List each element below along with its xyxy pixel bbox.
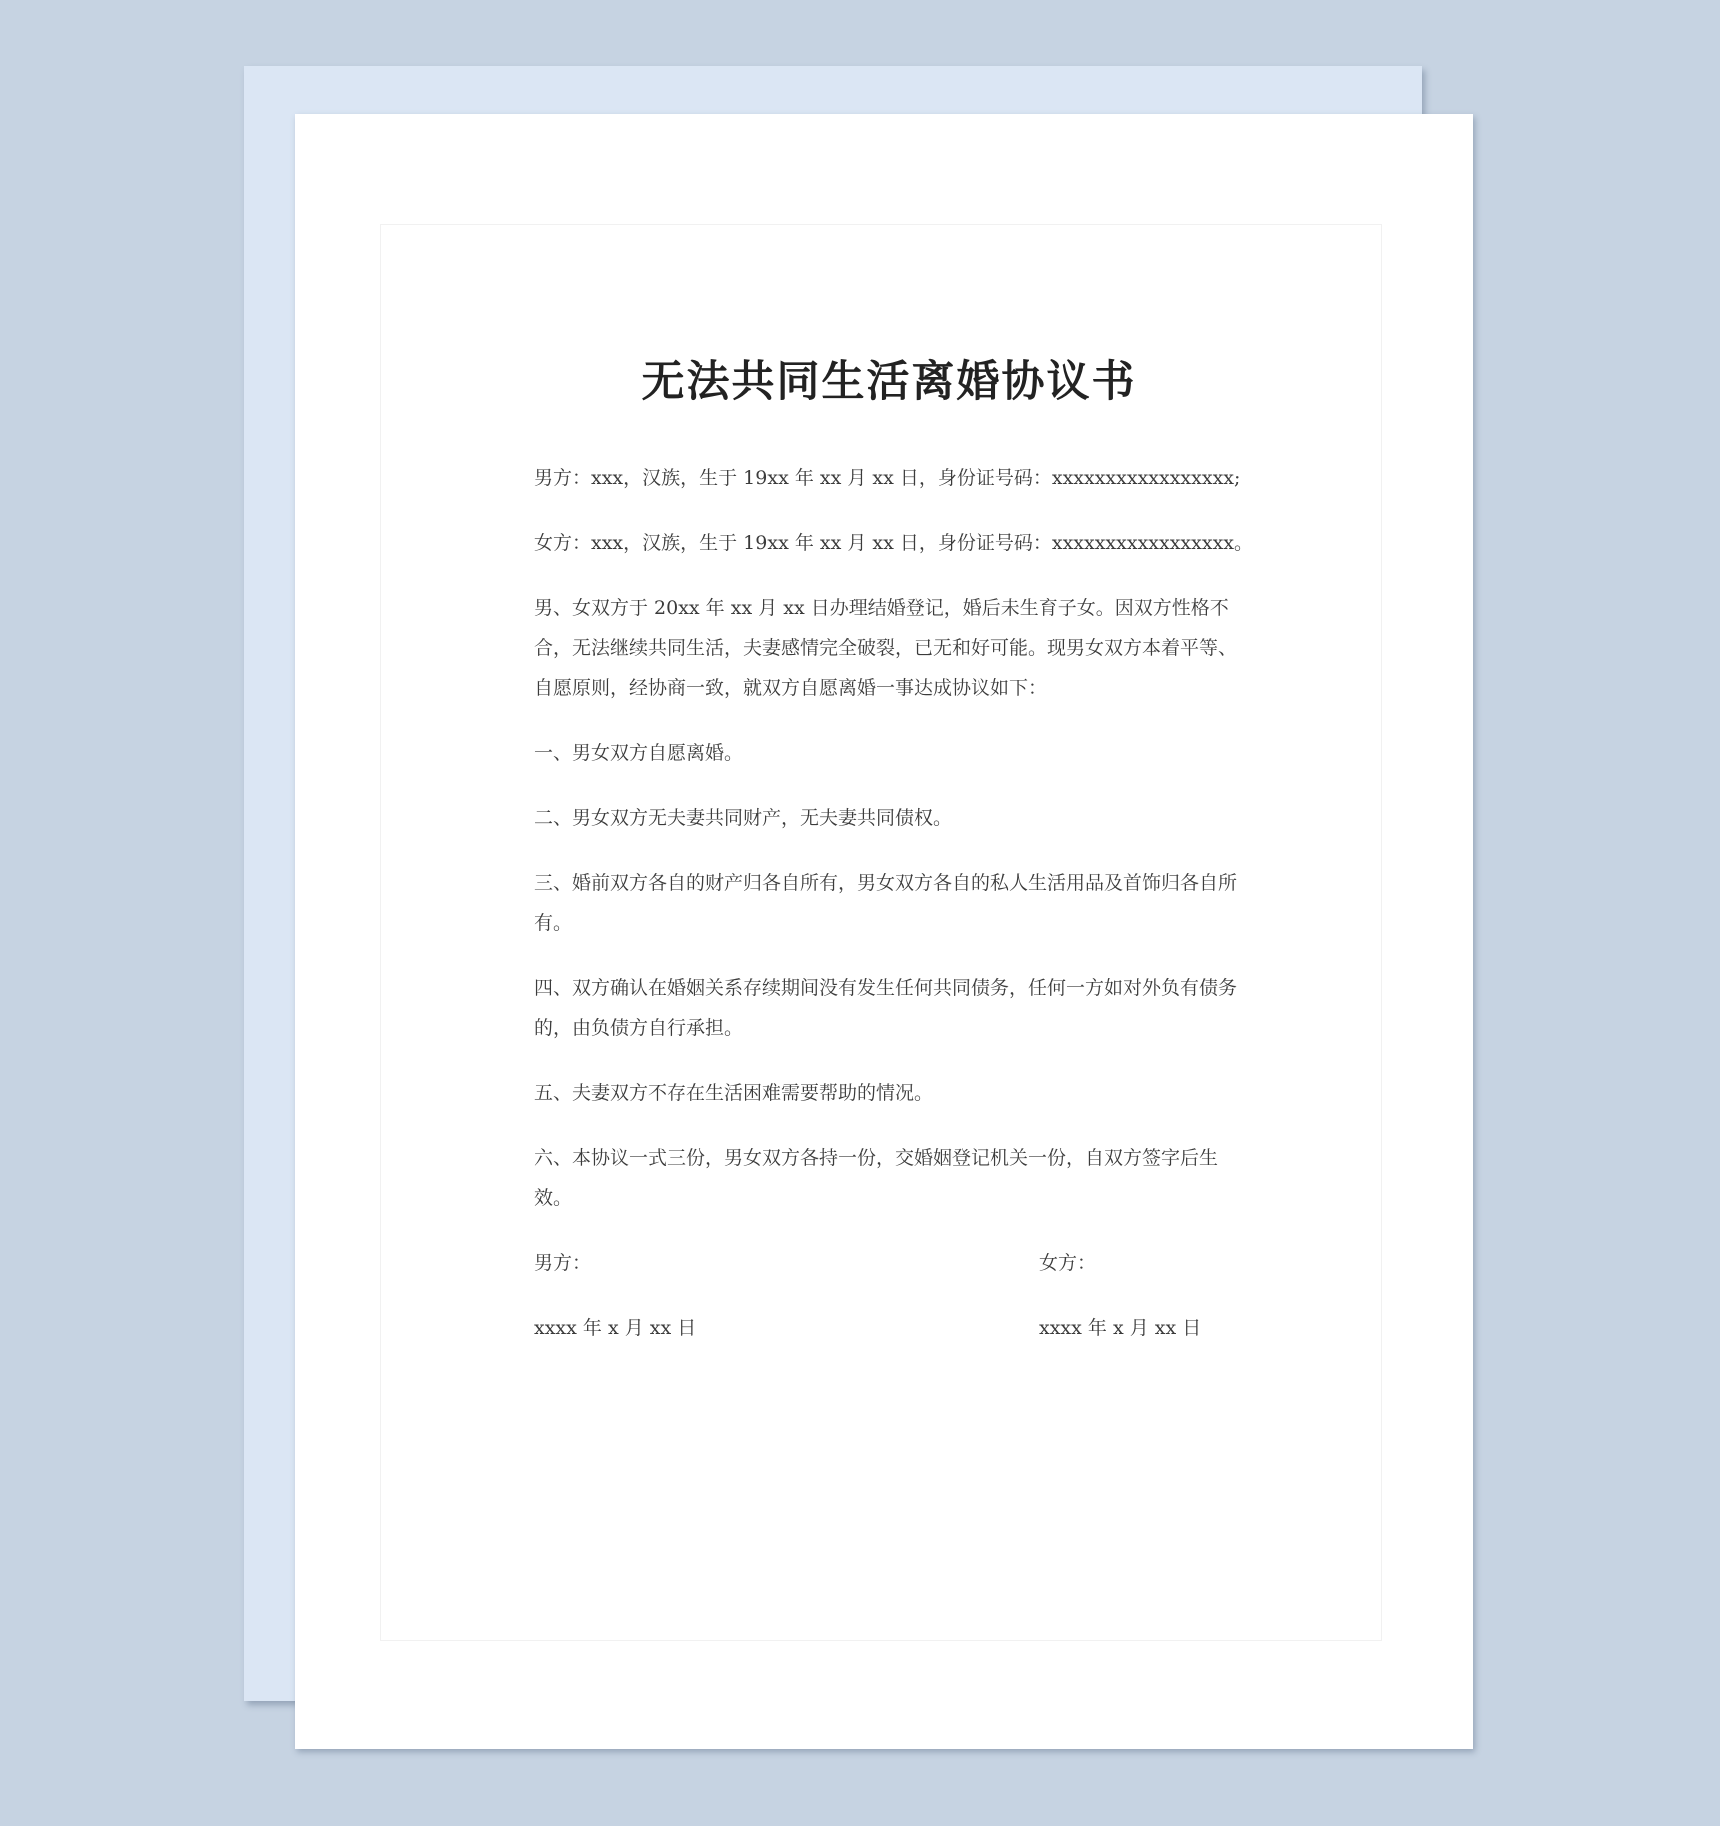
agreement-preamble: 男、女双方于 20xx 年 xx 月 xx 日办理结婚登记，婚后未生育子女。因双方性格不合，无法继续共同生活，夫妻感情完全破裂，已无和好可能。现男女双方本着平等、自愿原则，经协商一致，就双方自愿离婚一事达成协议如下： (534, 597, 1238, 699)
clause-6: 六、本协议一式三份，男女双方各持一份，交婚姻登记机关一份，自双方签字后生效。 (534, 1147, 1219, 1209)
female-signature-date: xxxx 年 x 月 xx 日 (1039, 1317, 1202, 1339)
signature-date-row (534, 1308, 1254, 1348)
clause-1: 一、男女双方自愿离婚。 (534, 742, 744, 764)
clause-3: 三、婚前双方各自的财产归各自所有，男女双方各自的私人生活用品及首饰归各自所有。 (534, 872, 1238, 934)
female-signature-label: 女方： (1039, 1252, 1097, 1274)
male-party-info: 男方：xxx，汉族，生于 19xx 年 xx 月 xx 日，身份证号码：xxxxxxxxxxxxxxxxx; (534, 467, 1241, 489)
clause-4: 四、双方确认在婚姻关系存续期间没有发生任何共同债务，任何一方如对外负有债务的，由负债方自行承担。 (534, 977, 1238, 1039)
document-content (534, 354, 1254, 1373)
male-signature-label: 男方： (534, 1252, 592, 1274)
signature-label-row (534, 1243, 1254, 1283)
clause-5: 五、夫妻双方不存在生活困难需要帮助的情况。 (534, 1082, 934, 1104)
male-signature-date: xxxx 年 x 月 xx 日 (534, 1317, 697, 1339)
document-page (295, 114, 1473, 1749)
document-title: 无法共同生活离婚协议书 (641, 357, 1137, 407)
clause-2: 二、男女双方无夫妻共同财产，无夫妻共同债权。 (534, 807, 953, 829)
female-party-info: 女方：xxx，汉族，生于 19xx 年 xx 月 xx 日，身份证号码：xxxxxxxxxxxxxxxxx。 (534, 532, 1254, 554)
